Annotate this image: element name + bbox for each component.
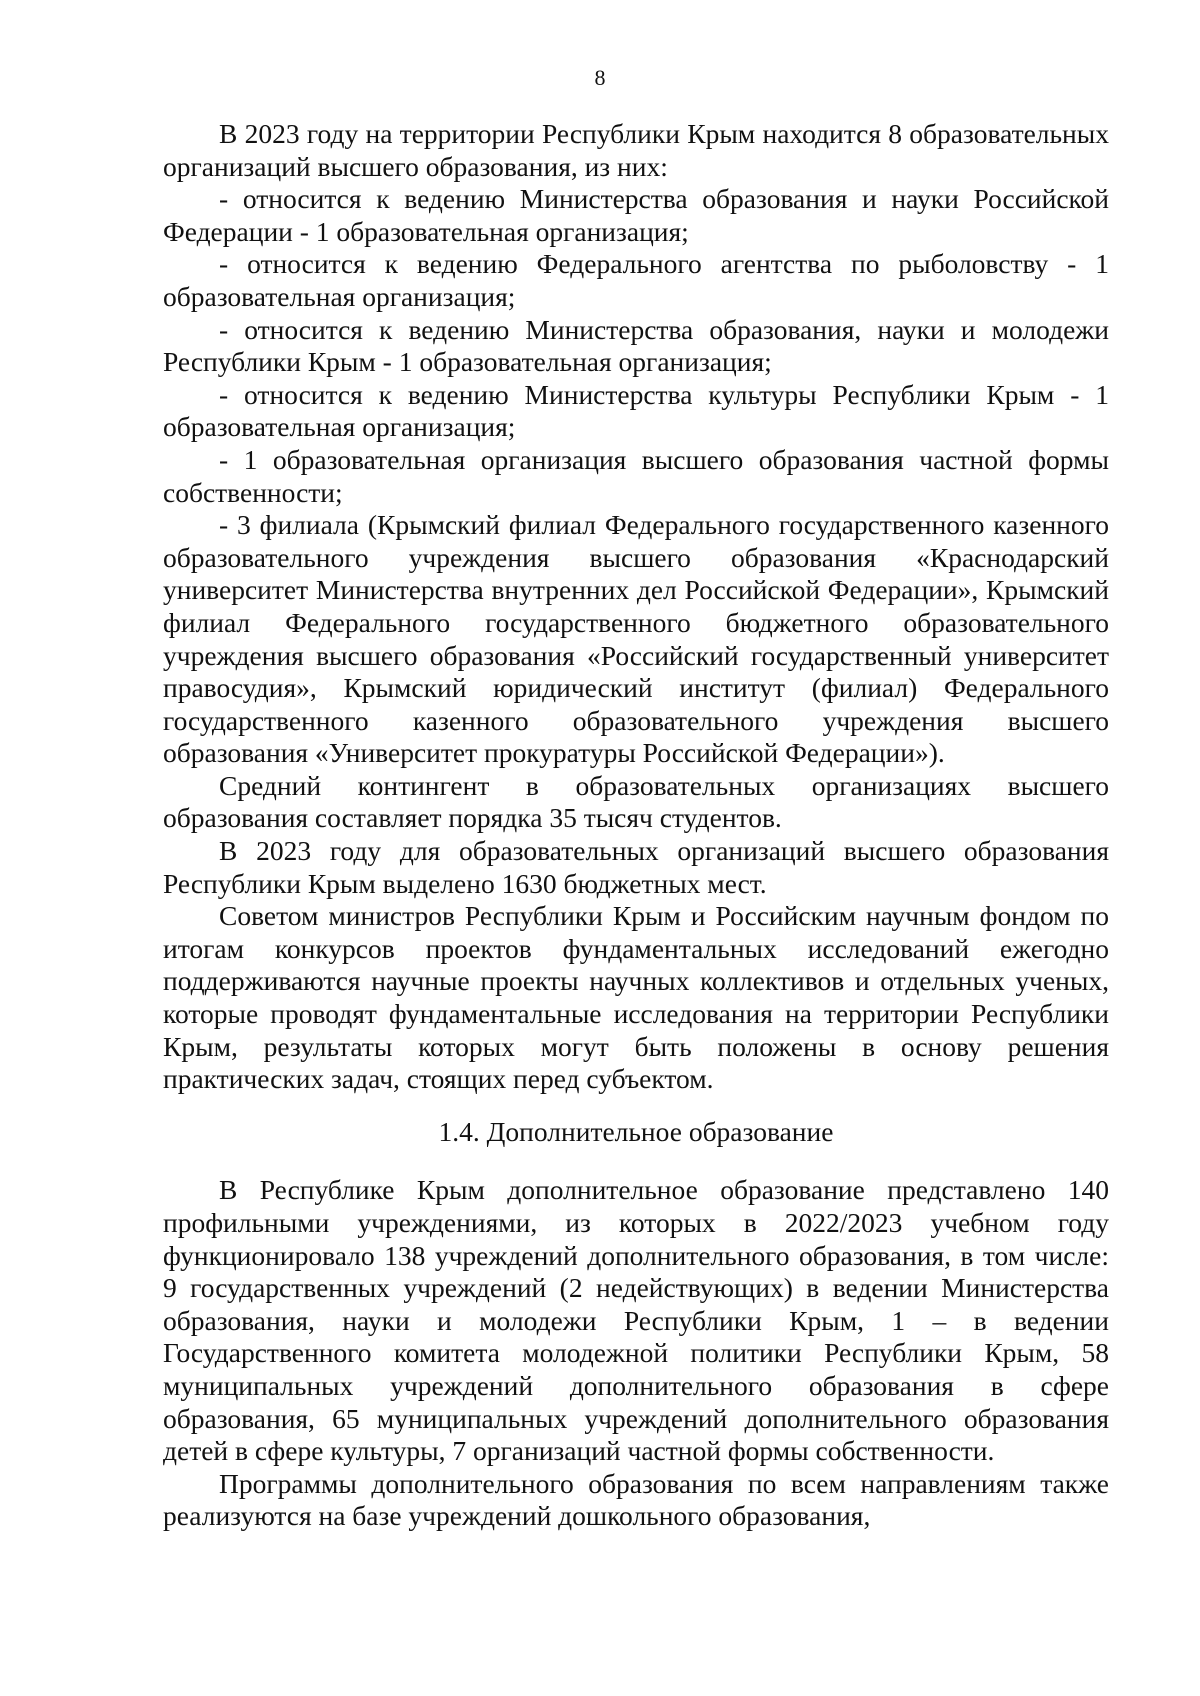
section-heading: 1.4. Дополнительное образование [438,1115,834,1147]
list-item-crimea-ministry-culture: - относится к ведению Министерства культуры Республики Крым - 1 образовательная организация; [163,378,1109,443]
paragraph-additional-education: В Республике Крым дополнительное образование представлено 140 профильными учреждениями, из которых в 2022/2023 учебном году функционировало 138 учреждений дополнительного образования, в том числе: 9 государственных учреждений (2 недействующих) в ведении Министерства образования, науки и молодежи Республики Крым, 1 – в ведении Государственного комитета молодежной политики Республики Крым, 58 муниципальных учреждений дополнительного образования в сфере образования, 65 муниципальных учреждений дополнительного образования детей в сфере культуры, 7 организаций частной формы собственности. [163,1174,1109,1467]
list-item-crimea-ministry-education: - относится к ведению Министерства образования, науки и молодежи Республики Крым - 1 образовательная организация; [163,313,1109,378]
paragraph-programs: Программы дополнительного образования по всем направлениям также реализуются на базе учреждений дошкольного образования, [163,1467,1109,1532]
paragraph-science-fund: Советом министров Республики Крым и Российским научным фондом по итогам конкурсов проектов фундаментальных исследований ежегодно поддерживаются научные проекты научных коллективов и отдельных ученых, которые проводят фундаментальные исследования на территории Республики Крым, результаты которых могут быть положены в основу решения практических задач, стоящих перед субъектом. [163,900,1109,1095]
document-body [163,118,1109,1533]
list-item-private-organization: - 1 образовательная организация высшего образования частной формы собственности; [163,443,1109,508]
list-item-branches: - 3 филиала (Крымский филиал Федерального государственного казенного образовательного учреждения высшего образования «Краснодарский университет Министерства внутренних дел Российской Федерации», Крымский филиал Федерального государственного бюджетного образовательного учреждения высшего образования «Российский государственный университет правосудия», Крымский юридический институт (филиал) Федерального государственного казенного образовательного учреждения высшего образования «Университет прокуратуры Российской Федерации»). [163,509,1109,769]
paragraph-intro: В 2023 году на территории Республики Крым находится 8 образовательных организаций высшего образования, из них: [163,118,1109,182]
list-item-fisheries-agency: - относится к ведению Федерального агентства по рыболовству - 1 образовательная организация; [163,248,1109,312]
paragraph-student-count: Средний контингент в образовательных организациях высшего образования составляет порядка 35 тысяч студентов. [163,769,1109,834]
page-number: 8 [594,65,606,90]
paragraph-budget-places: В 2023 году для образовательных организаций высшего образования Республики Крым выделено 1630 бюджетных мест. [163,835,1109,899]
list-item-ministry-science: - относится к ведению Министерства образования и науки Российской Федерации - 1 образовательная организация; [163,183,1109,247]
